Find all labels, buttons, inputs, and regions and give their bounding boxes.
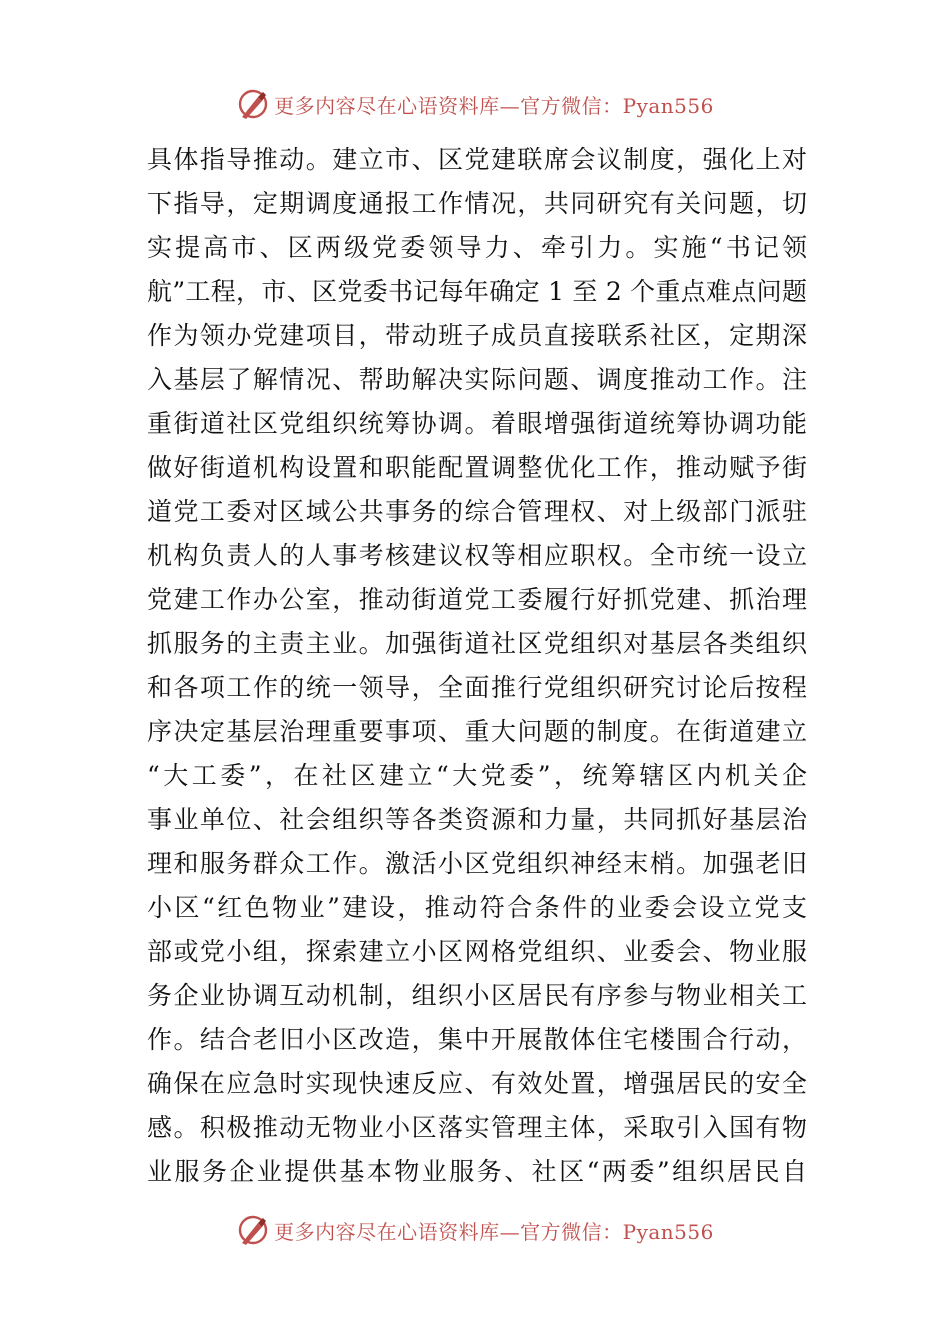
pen-nib-logo-icon [236,87,270,121]
body-line: 作。结合老旧小区改造，集中开展散体住宅楼围合行动， [147,1025,807,1054]
body-line: 确保在应急时实现快速反应、有效处置，增强居民的安全 [147,1069,807,1098]
body-line: 实提高市、区两级党委领导力、牵引力。实施“书记领 [147,233,807,262]
body-line: 事业单位、社会组织等各类资源和力量，共同抓好基层治 [147,805,807,834]
body-line: 和各项工作的统一领导，全面推行党组织研究讨论后按程 [147,673,807,702]
body-line: 小区“红色物业”建设，推动符合条件的业委会设立党支 [147,893,807,922]
body-line: “大工委”，在社区建立“大党委”，统筹辖区内机关企 [147,761,807,790]
body-line: 理和服务群众工作。激活小区党组织神经末梢。加强老旧 [147,849,807,878]
header-watermark-banner [0,84,950,124]
body-line: 党建工作办公室，推动街道党工委履行好抓党建、抓治理 [147,585,807,614]
body-line: 下指导，定期调度通报工作情况，共同研究有关问题，切 [147,189,807,218]
body-line: 序决定基层治理重要事项、重大问题的制度。在街道建立 [147,717,807,746]
body-line: 机构负责人的人事考核建议权等相应职权。全市统一设立 [147,541,807,570]
body-line: 抓服务的主责主业。加强街道社区党组织对基层各类组织 [147,629,807,658]
body-line: 作为领办党建项目，带动班子成员直接联系社区，定期深 [147,321,807,350]
pen-nib-logo-icon [236,1213,270,1247]
header-banner-text: 更多内容尽在心语资料库—官方微信：Pyan556 [274,93,714,118]
body-line: 道党工委对区域公共事务的综合管理权、对上级部门派驻 [147,497,807,526]
body-line: 务企业协调互动机制，组织小区居民有序参与物业相关工 [147,981,807,1010]
body-line: 部或党小组，探索建立小区网格党组织、业委会、物业服 [147,937,807,966]
body-line: 具体指导推动。建立市、区党建联席会议制度，强化上对 [147,145,807,174]
document-body [147,138,807,1194]
footer-watermark-banner [0,1210,950,1250]
body-line: 航”工程，市、区党委书记每年确定 1 至 2 个重点难点问题 [147,277,807,306]
body-line: 重街道社区党组织统筹协调。着眼增强街道统筹协调功能 [147,409,807,438]
body-line: 做好街道机构设置和职能配置调整优化工作，推动赋予街 [147,453,807,482]
body-line: 业服务企业提供基本物业服务、社区“两委”组织居民自 [147,1157,807,1186]
body-line: 入基层了解情况、帮助解决实际问题、调度推动工作。注 [147,365,807,394]
body-line: 感。积极推动无物业小区落实管理主体，采取引入国有物 [147,1113,807,1142]
footer-banner-text: 更多内容尽在心语资料库—官方微信：Pyan556 [274,1219,714,1244]
